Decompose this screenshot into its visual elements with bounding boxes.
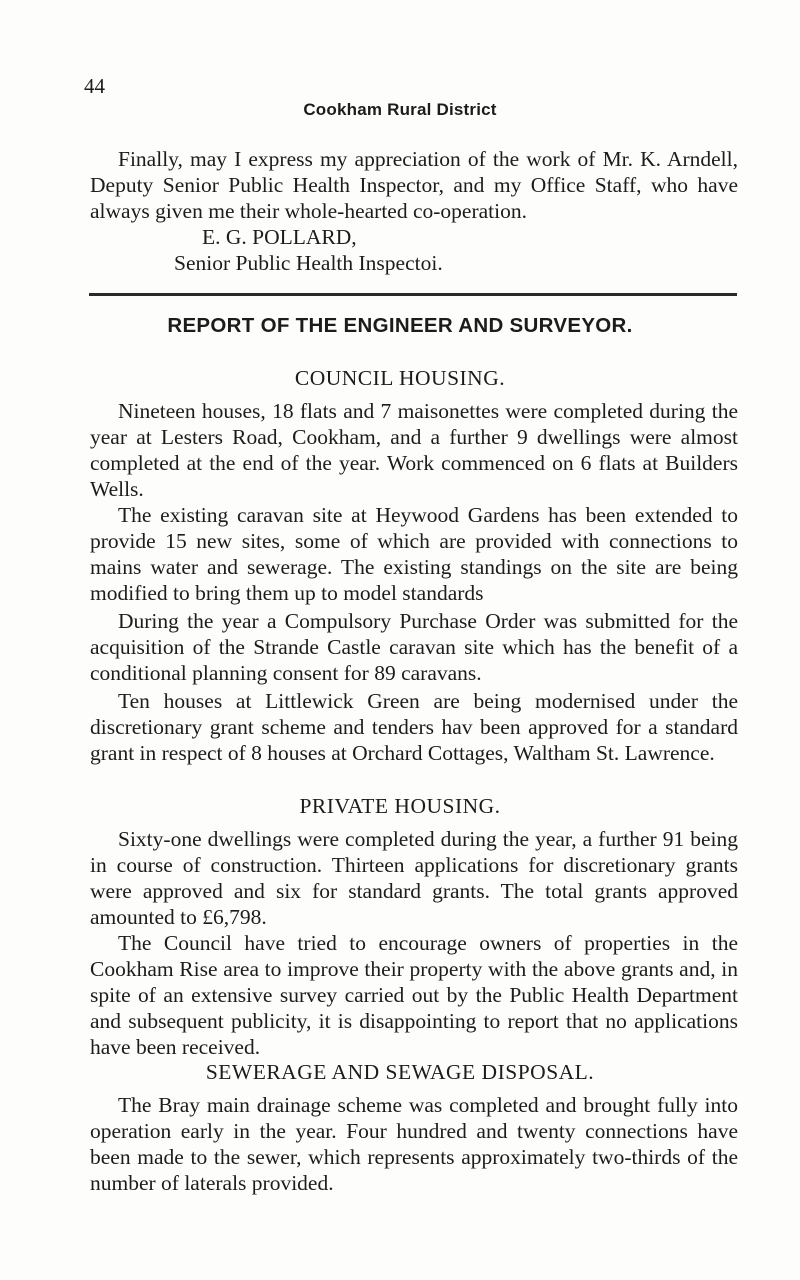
paragraph-private-housing-1: Sixty-one dwellings were completed during the year, a further 91 being in course of construction. Thirteen applications for discretionary grants were approved and six for standard grants. The total grants approved amounted to £6,798. bbox=[90, 827, 738, 929]
paragraph-sewerage-1: The Bray main drainage scheme was completed and brought fully into operation early in the year. Four hundred and twenty connections have been made to the sewer, which represents approximately two-thirds of the number of laterals provided. bbox=[90, 1093, 738, 1195]
section-divider-rule bbox=[89, 293, 737, 296]
paragraph-council-housing-3: During the year a Compulsory Purchase Order was submitted for the acquisition of the Strande Castle caravan site which has the benefit of a conditional planning consent for 89 caravans. bbox=[90, 609, 738, 685]
section-heading-private-housing: PRIVATE HOUSING. bbox=[299, 794, 501, 818]
paragraph-council-housing-2: The existing caravan site at Heywood Gardens has been extended to provide 15 new sites, some of which are provided with connections to mains water and sewerage. The existing standings on the site are being modified to bring them up to model standards bbox=[90, 503, 738, 605]
signature-name: E. G. POLLARD, bbox=[202, 225, 357, 249]
page-number: 44 bbox=[84, 74, 105, 98]
signature-title: Senior Public Health Inspectoi. bbox=[174, 251, 443, 275]
closing-paragraph: Finally, may I express my appreciation of the work of Mr. K. Arndell, Deputy Senior Public Health Inspector, and my Office Staff, who have always given me their whole-hearted co-operation. bbox=[90, 147, 738, 223]
section-heading-sewerage: SEWERAGE AND SEWAGE DISPOSAL. bbox=[205, 1060, 595, 1084]
paragraph-council-housing-4: Ten houses at Littlewick Green are being modernised under the discretionary grant scheme and tenders hav been approved for a standard grant in respect of 8 houses at Orchard Cottages, Waltham St. Lawrence. bbox=[90, 689, 738, 765]
paragraph-private-housing-2: The Council have tried to encourage owners of properties in the Cookham Rise area to improve their property with the above grants and, in spite of an extensive survey carried out by the Public Health Department and subsequent publicity, it is disappointing to report that no applications have been received. bbox=[90, 931, 738, 1059]
paragraph-council-housing-1: Nineteen houses, 18 flats and 7 maisonettes were completed during the year at Lesters Road, Cookham, and a further 9 dwellings were almost completed at the end of the year. Work commenced on 6 flats at Builders Wells. bbox=[90, 399, 738, 501]
section-heading-council-housing: COUNCIL HOUSING. bbox=[294, 366, 506, 390]
running-head: Cookham Rural District bbox=[303, 100, 497, 119]
report-title: REPORT OF THE ENGINEER AND SURVEYOR. bbox=[167, 314, 633, 337]
